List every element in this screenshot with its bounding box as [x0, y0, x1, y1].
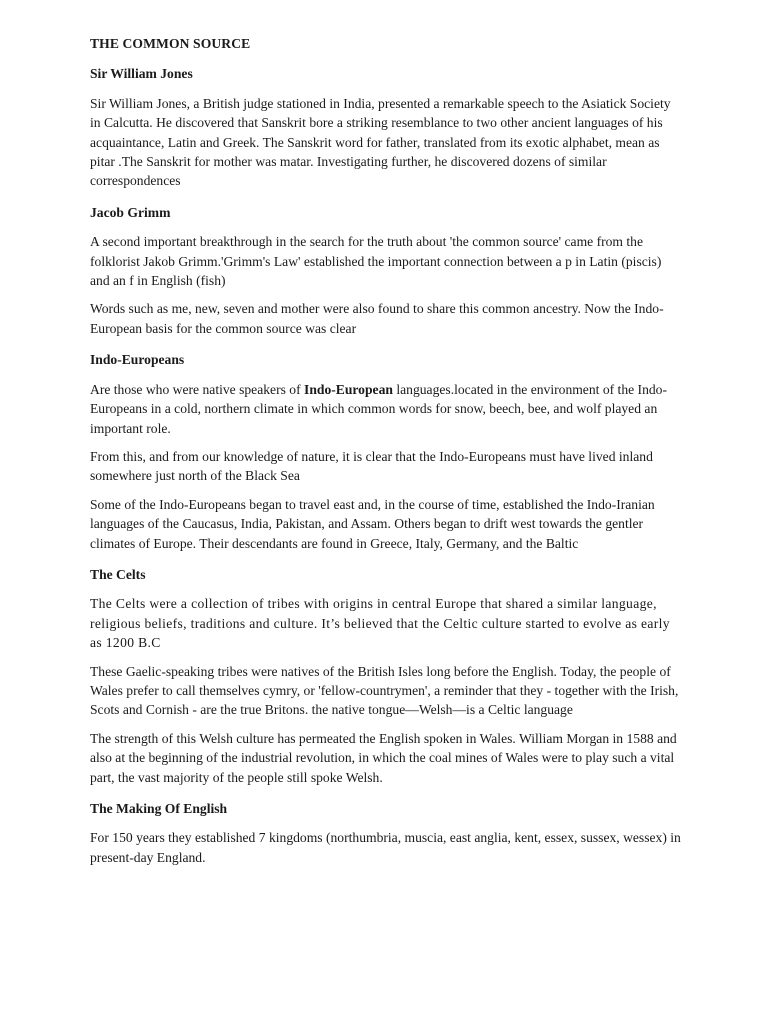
document-title: THE COMMON SOURCE	[90, 36, 251, 51]
section-heading-sir-william-jones: Sir William Jones	[90, 66, 193, 82]
paragraph-celts-tribes: The Celts were a collection of tribes with origins in central Europe that shared a similar language, religious beliefs, traditions and culture. It’s believed that the Celtic culture started to evolve as early as 1200 B.C	[90, 596, 670, 651]
indo-european-bold-term: Indo-European	[304, 381, 393, 397]
paragraph-common-ancestry: Words such as me, new, seven and mother were also found to share this common ancestry. Now the Indo-European basis for the common source was clear	[90, 301, 664, 336]
paragraph-text-before: Are those who were native speakers of	[90, 381, 305, 397]
section-heading-jacob-grimm: Jacob Grimm	[90, 204, 171, 220]
paragraph-welsh-culture: The strength of this Welsh culture has permeated the English spoken in Wales. William Morgan in 1588 and also at the beginning of the industrial revolution, in which the coal mines of Wales were to play such a vital part, the vast majority of the people still spoke Welsh.	[90, 730, 677, 785]
section-heading-the-celts: The Celts	[90, 566, 146, 582]
paragraph-grimms-law: A second important breakthrough in the search for the truth about 'the common source' came from the folklorist Jakob Grimm.'Grimm's Law' established the important connection between a p in Latin (piscis) and an f in English (fish)	[90, 234, 662, 289]
paragraph-indo-european-speakers	[90, 380, 682, 438]
paragraph-migration: Some of the Indo-Europeans began to travel east and, in the course of time, established the Indo-Iranian languages of the Caucasus, India, Pakistan, and Assam. Others began to drift west towards the gentler climates of Europe. Their descendants are found in Greece, Italy, Germany, and the Baltic	[90, 496, 655, 551]
section-heading-making-of-english: The Making Of English	[90, 801, 228, 816]
paragraph-black-sea: From this, and from our knowledge of nature, it is clear that the Indo-Europeans must have lived inland somewhere just north of the Black Sea	[90, 448, 653, 484]
section-heading-indo-europeans: Indo-Europeans	[90, 352, 185, 368]
paragraph-seven-kingdoms: For 150 years they established 7 kingdoms (northumbria, muscia, east anglia, kent, essex, sussex, wessex) in present-day England.	[90, 830, 681, 865]
paragraph-text-after: languages.located in the environment of the Indo-Europeans in a cold, northern climate in which common words for snow, beech, bee, and wolf played an important role.	[90, 381, 667, 436]
paragraph-sir-william-jones: Sir William Jones, a British judge stationed in India, presented a remarkable speech to the Asiatick Society in Calcutta. He discovered that Sanskrit bore a striking resemblance to two other ancient languages of his acquaintance, Latin and Greek. The Sanskrit word for father, translated from its exotic alphabet, mean as pitar .The Sanskrit for mother was matar. Investigating further, he discovered dozens of similar correspondences	[90, 95, 671, 189]
document-page	[90, 34, 682, 876]
paragraph-gaelic-tribes: These Gaelic-speaking tribes were natives of the British Isles long before the English. Today, the people of Wales prefer to call themselves cymry, or 'fellow-countrymen', a reminder that they - together with the Irish, Scots and Cornish - are the true Britons. the native tongue—Welsh—is a Celtic language	[90, 663, 679, 718]
